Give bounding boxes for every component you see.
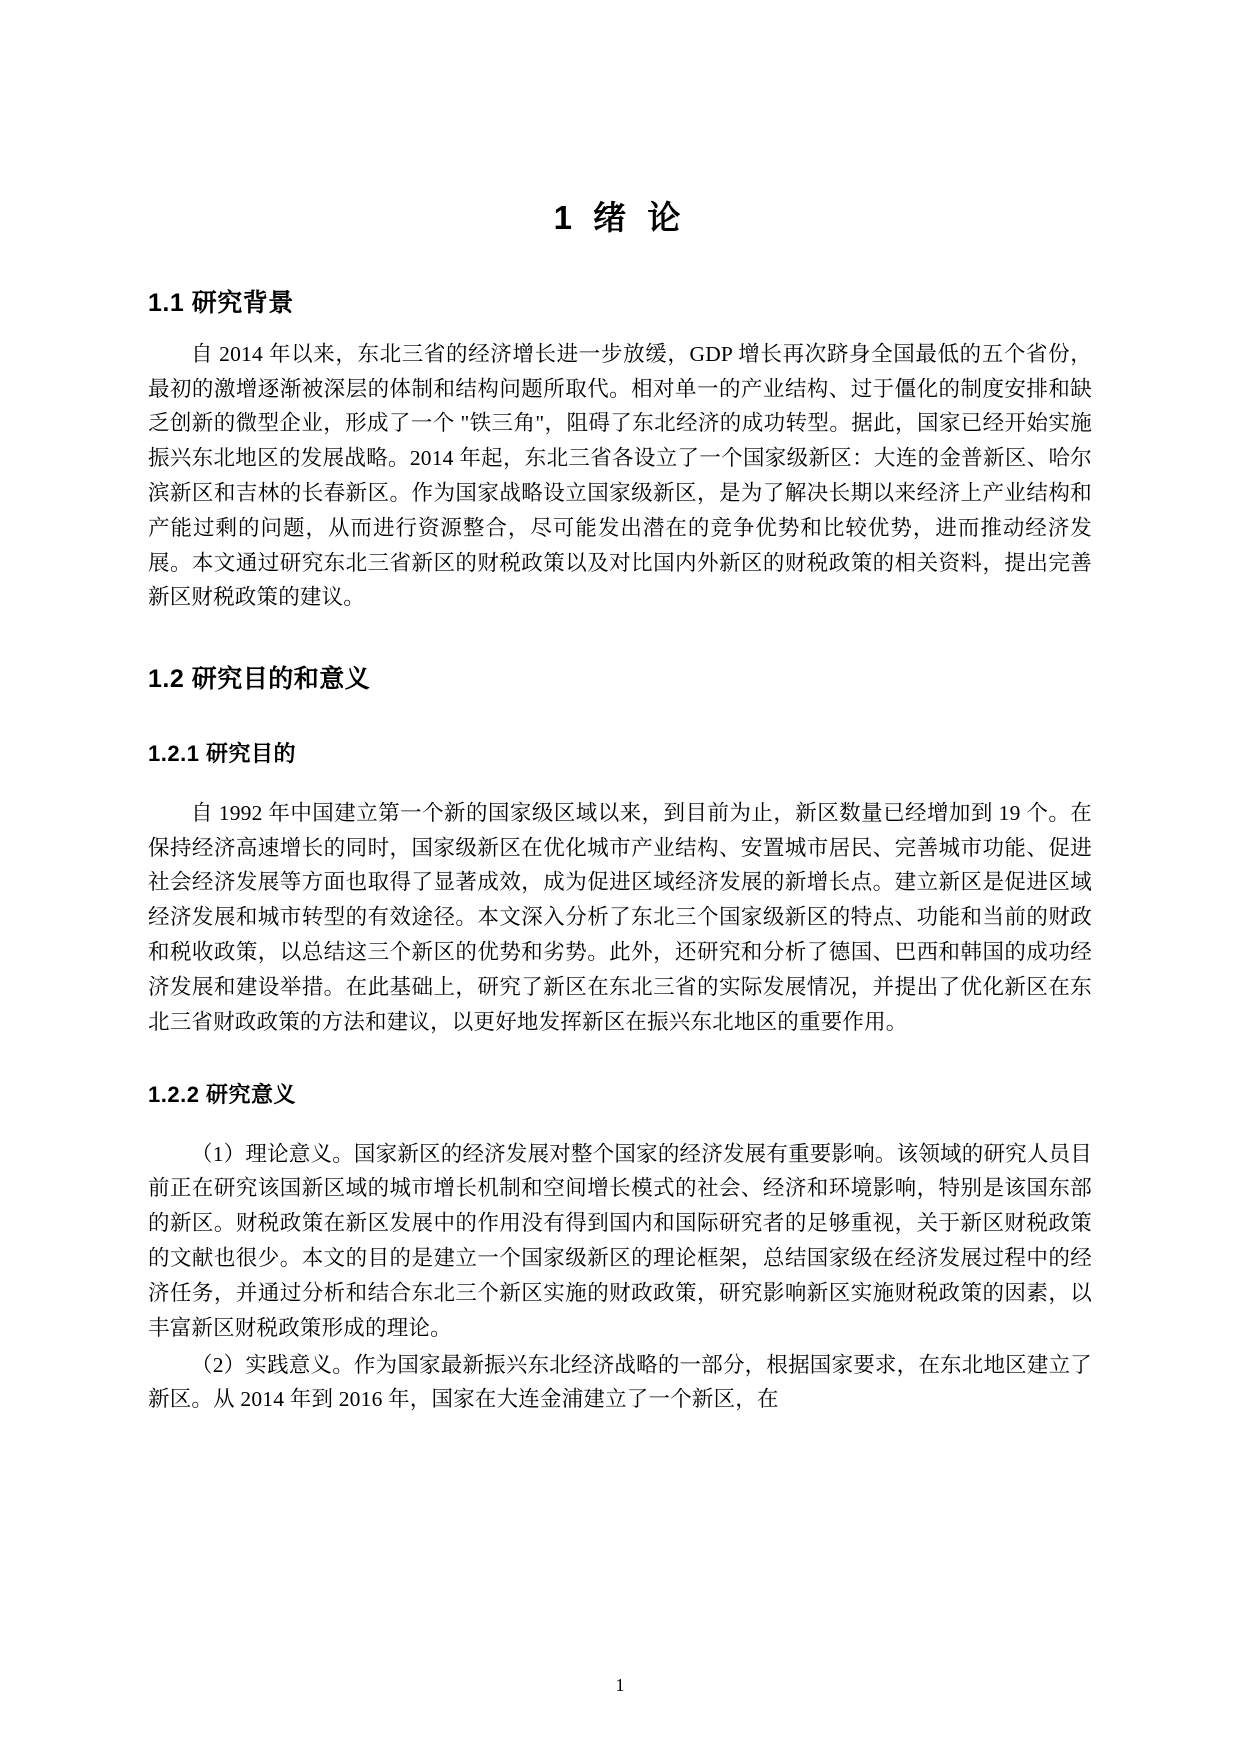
paragraph-practical-significance: （2）实践意义。作为国家最新振兴东北经济战略的一部分，根据国家要求，在东北地区建立了新区。从 2014 年到 2016 年，国家在大连金浦建立了一个新区，在 — [148, 1352, 1092, 1412]
subsection-heading-1-2-1: 1.2.1 研究目的 — [148, 740, 297, 766]
paragraph-background: 自 2014 年以来，东北三省的经济增长进一步放缓，GDP 增长再次跻身全国最低的五个省份，最初的激增逐渐被深层的体制和结构问题所取代。相对单一的产业结构、过于僵化的制度安排和缺乏创新的微型企业，形成了一个 "铁三角"，阻碍了东北经济的成功转型。据此，国家已经开始实施振兴东北地区的发展战略。2014 年起，东北三省各设立了一个国家级新区：大连的金普新区、哈尔滨新区和吉林的长春新区。作为国家战略设立国家级新区，是为了解决长期以来经济上产业结构和产能过剩的问题，从而进行资源整合，尽可能发出潜在的竞争优势和比较优势，进而推动经济发展。本文通过研究东北三省新区的财税政策以及对比国内外新区的财税政策的相关资料，提出完善新区财税政策的建议。 — [148, 341, 1092, 610]
section-heading-1-2: 1.2 研究目的和意义 — [148, 665, 371, 694]
subsection-heading-1-2-2: 1.2.2 研究意义 — [148, 1081, 297, 1107]
page-number: 1 — [615, 1675, 625, 1695]
paragraph-research-purpose: 自 1992 年中国建立第一个新的国家级区域以来，到目前为止，新区数量已经增加到 19 个。在保持经济高速增长的同时，国家级新区在优化城市产业结构、安置城市居民、完善城市功能、促进社会经济发展等方面也取得了显著成效，成为促进区域经济发展的新增长点。建立新区是促进区域经济发展和城市转型的有效途径。本文深入分析了东北三个国家级新区的特点、功能和当前的财政和税收政策，以总结这三个新区的优势和劣势。此外，还研究和分析了德国、巴西和韩国的成功经济发展和建设举措。在此基础上，研究了新区在东北三省的实际发展情况，并提出了优化新区在东北三省财政政策的方法和建议，以更好地发挥新区在振兴东北地区的重要作用。 — [148, 800, 1092, 1034]
chapter-title: 1 绪 论 — [553, 199, 687, 236]
paragraph-theoretical-significance: （1）理论意义。国家新区的经济发展对整个国家的经济发展有重要影响。该领域的研究人员目前正在研究该国新区域的城市增长机制和空间增长模式的社会、经济和环境影响，特别是该国东部的新区。财税政策在新区发展中的作用没有得到国内和国际研究者的足够重视，关于新区财税政策的文献也很少。本文的目的是建立一个国家级新区的理论框架，总结国家级在经济发展过程中的经济任务，并通过分析和结合东北三个新区实施的财政政策，研究影响新区实施财税政策的因素，以丰富新区财税政策形成的理论。 — [148, 1141, 1092, 1340]
section-heading-1-1: 1.1 研究背景 — [148, 289, 294, 318]
